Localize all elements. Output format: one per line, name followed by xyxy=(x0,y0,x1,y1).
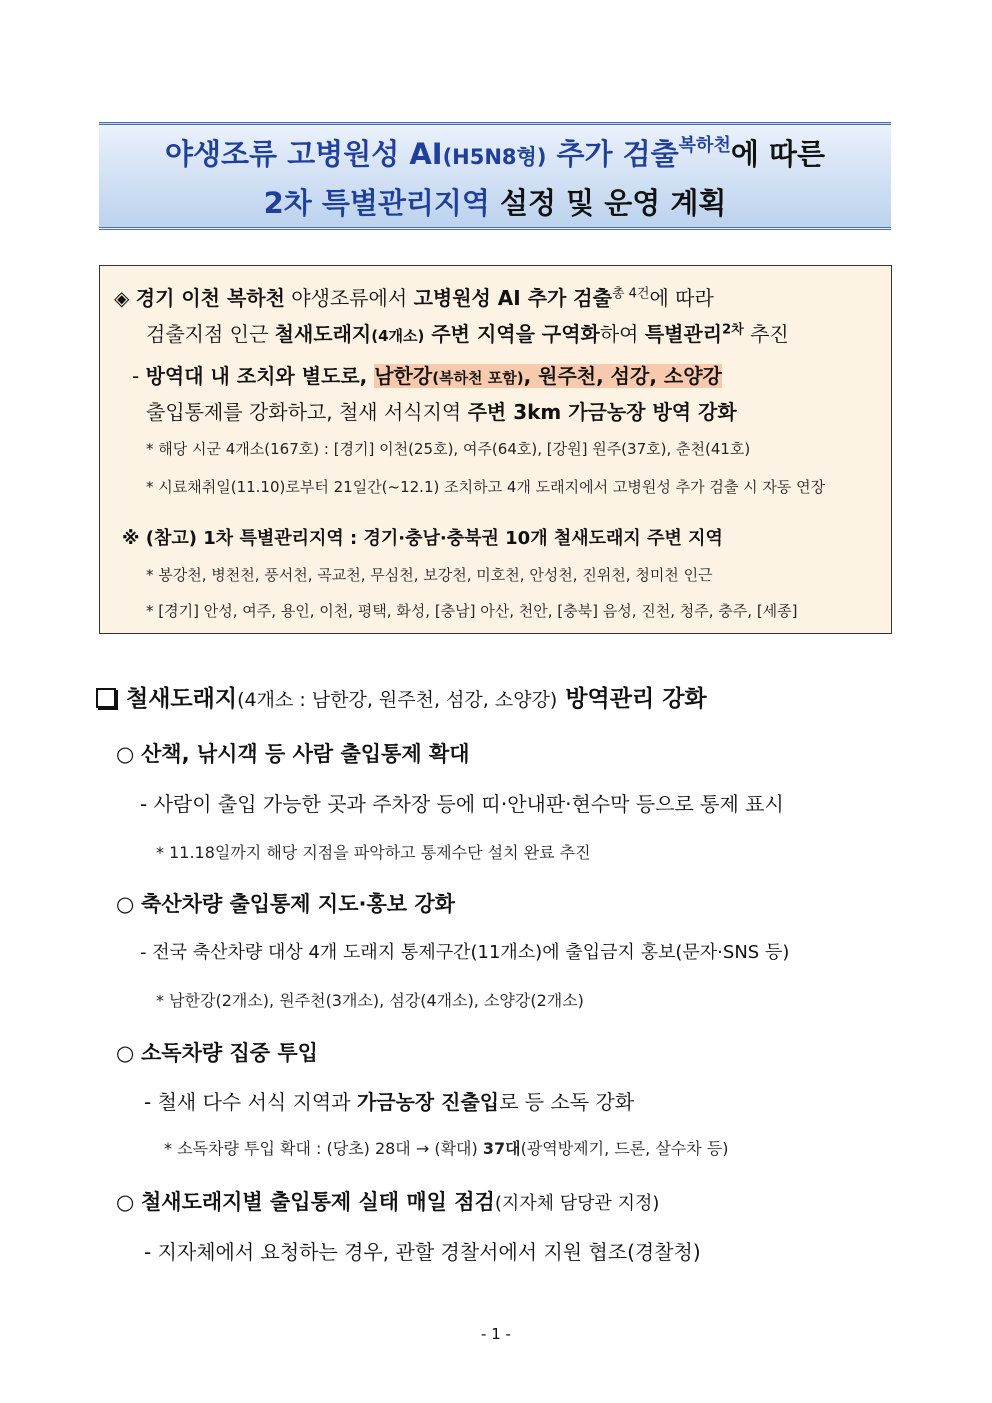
summary-note-4: * [경기] 안성, 여주, 용인, 이천, 평택, 화성, [충남] 아산, 천안, [충북] 음성, 진천, 청주, 충주, [세종] xyxy=(146,602,798,620)
summary-note-3: * 봉강천, 병천천, 풍서천, 곡교천, 무심천, 보강천, 미호천, 안성천, 진위천, 청미천 인근 xyxy=(146,566,713,584)
item-1-note: * 11.18일까지 해당 지점을 파악하고 통제수단 설치 완료 추진 xyxy=(156,843,591,862)
summary-reference: ※ (참고) 1차 특별관리지역 : 경기·충남·충북권 10개 철새도래지 주변 지역 xyxy=(122,528,723,549)
summary-bullet-line-2: 검출지점 인근 철새도래지(4개소) 주변 지역을 구역화하여 특별관리$^{2차}$ 추진 xyxy=(146,322,789,346)
item-2-note: * 남한강(2개소), 원주천(3개소), 섬강(4개소), 소양강(2개소) xyxy=(156,991,584,1010)
summary-box xyxy=(99,265,892,634)
item-4-detail: - 지자체에서 요청하는 경우, 관할 경찰서에서 지원 협조(경찰청) xyxy=(144,1240,701,1264)
title-line-2: 2차 특별관리지역 설정 및 운영 계획 xyxy=(263,186,727,220)
item-4-heading: ○ 철새도래지별 출입통제 실태 매일 점검(지자체 담당관 지정) xyxy=(116,1190,660,1214)
summary-dash-line-2: 출입통제를 강화하고, 철새 서식지역 주변 3km 가금농장 방역 강화 xyxy=(146,400,737,424)
summary-dash-line-1: - 방역대 내 조치와 별도로, 남한강(복하천 포함), 원주천, 섬강, 소양강 xyxy=(132,364,722,388)
item-2-detail: - 전국 축산차량 대상 4개 도래지 통제구간(11개소)에 출입금지 홍보(문자·SNS 등) xyxy=(140,942,790,963)
summary-bullet-line-1: ◈ 경기 이천 복하천 야생조류에서 고병원성 AI 추가 검출$^{총 4건}$에 따라 xyxy=(114,286,714,310)
item-3-heading: ○ 소독차량 집중 투입 xyxy=(116,1041,318,1065)
item-3-note: * 소독차량 투입 확대 : (당초) 28대 → (확대) 37대(광역방제기, 드론, 살수차 등) xyxy=(164,1139,729,1158)
item-3-detail: - 철새 다수 서식 지역과 가금농장 진출입로 등 소독 강화 xyxy=(144,1090,635,1114)
checkbox-square-icon xyxy=(96,688,116,708)
summary-note-2: * 시료채취일(11.10)로부터 21일간(~12.1) 조치하고 4개 도래지에서 고병원성 추가 검출 시 자동 연장 xyxy=(146,478,826,496)
item-2-heading: ○ 축산차량 출입통제 지도·홍보 강화 xyxy=(116,892,455,916)
title-line-1: 야생조류 고병원성 AI(H5N8형) 추가 검출$^{복하천}$에 따른 xyxy=(165,135,825,171)
summary-note-1: * 해당 시군 4개소(167호) : [경기] 이천(25호), 여주(64호), [강원] 원주(37호), 춘천(41호) xyxy=(146,440,751,458)
item-1-detail: - 사람이 출입 가능한 곳과 주차장 등에 띠·안내판·현수막 등으로 통제 표시 xyxy=(140,792,784,816)
section-title: 철새도래지(4개소 : 남한강, 원주천, 섬강, 소양강) 방역관리 강화 xyxy=(96,680,707,713)
highlighted-rivers: 남한강(복하천 포함), 원주천, 섬강, 소양강 xyxy=(374,364,722,388)
item-1-heading: ○ 산책, 낚시객 등 사람 출입통제 확대 xyxy=(116,742,470,766)
page-number: - 1 - xyxy=(481,1325,511,1343)
document-title-box xyxy=(99,122,891,230)
